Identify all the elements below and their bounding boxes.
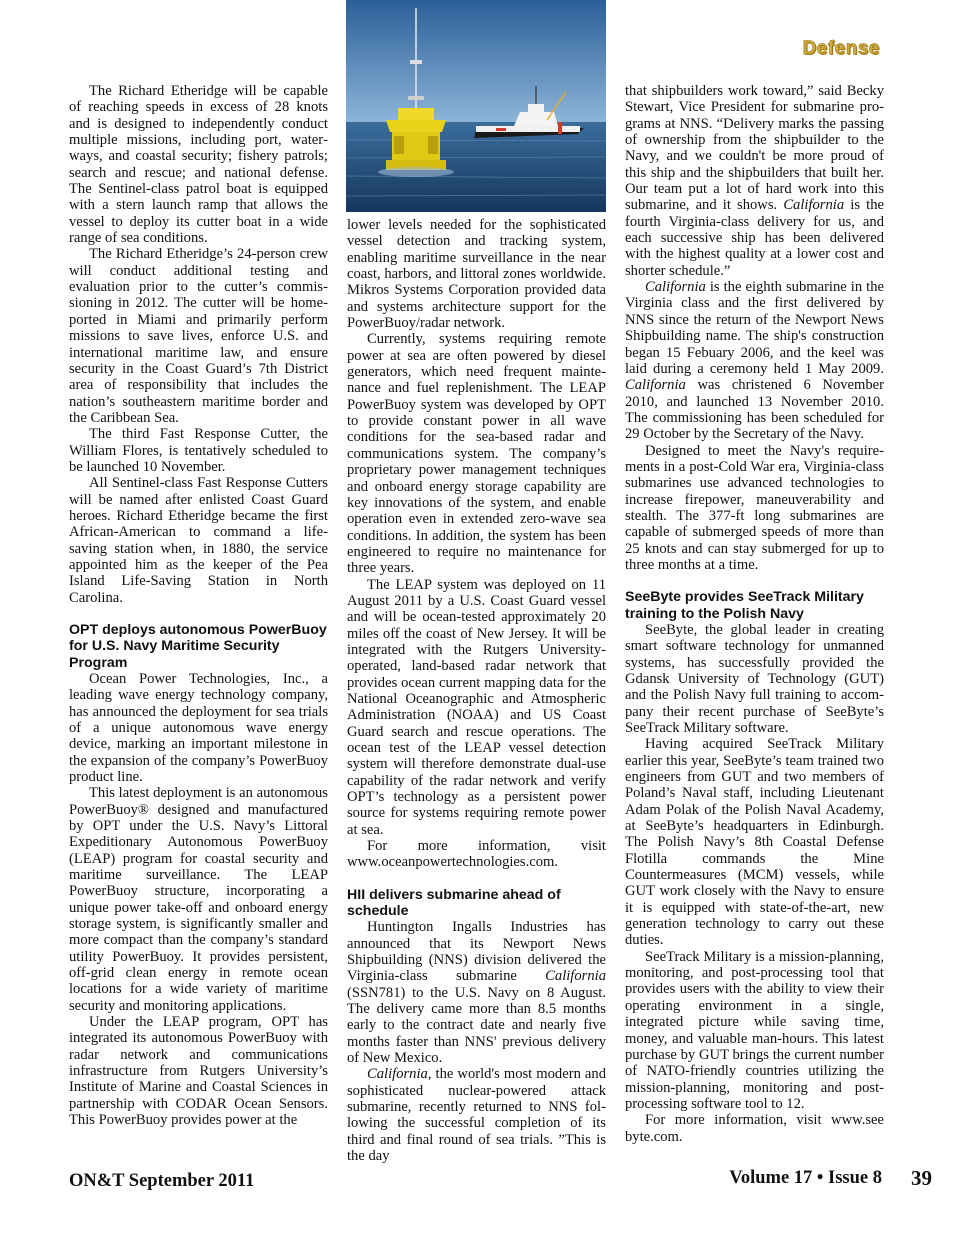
paragraph: All Sentinel-class Fast Response Cutters will be named after enlisted Coast Guard heroes. Richard Etheridge became the first African-American to command a life-saving station when, in 1880, the service appointed him as the keeper of the Pea Island Life-Saving Station in North Carolina. [69,475,328,606]
article-heading-seebyte: SeeByte provides SeeTrack Military training to the Polish Navy [625,589,864,622]
paragraph: The Richard Etheridge’s 24-person crew will conduct additional testing and evaluation prior to the cutter’s commissioning in 2012. The cutter will be homeported in Miami and primarily perform missions to save lives, enforce U.S. and international maritime law, and ensure security in the Coast Guard’s 7th District area of responsibility that includes the nation’s southeastern maritime border and the Caribbean Sea. [69,246,328,426]
ship-name: California [625,377,686,394]
text: is the fourth Virginia-class delivery for us, and each successive ship has been delivered with the highest quality at a lower cost and shorter schedule.” [625,197,884,279]
column-1 [69,83,328,1129]
article-photo [346,0,606,212]
text: , the world's most modern and sophisticated nuclear-powered attack submarine, recently returned to NNS following the successful completion of its third and final round of sea trials. ”This is the day [347,1066,606,1165]
paragraph: SeeTrack Military is a mission-planning, monitoring, and post-processing tool that provides users with the ability to view their operating environment in a single, integrated picture while saving time, money, and valuable man-hours. This latest purchase by GUT brings the current number of NATO-friendly countries utilizing the mission-planning, monitoring and post-processing software tool to 12. [625,948,884,1112]
paragraph: The third Fast Response Cutter, the William Flores, is tentatively scheduled to be launched 10 November. [69,426,328,475]
paragraph: lower levels needed for the sophisticated vessel detection and tracking system, enabling maritime surveillance in the near coast, harbors, and littoral zones worldwide. Mikros Systems Corporation provided data and systems architecture support for the PowerBuoy/radar network. [347,217,606,332]
text: that shipbuilders work toward,” said Becky Stewart, Vice President for submarine programs at NNS. “Delivery marks the passing of ownership from the shipbuilder to the Navy, and we couldn't be more proud of this ship and the shipbuilders that built her. Our team put a lot of hard work into this submarine, and it shows. [625,83,884,214]
section-tag: Defense [802,38,880,59]
paragraph: The Richard Etheridge will be capable of reaching speeds in excess of 28 knots and is designed to independently conduct multiple missions, including port, waterways, and coastal security; fishery patrols; search and rescue; and national defense. The Sentinel-class patrol boat is equipped with a stern launch ramp that allows the vessel to deploy its cutter boat in a wide range of sea conditions. [69,83,328,247]
footer-volume-issue: Volume 17 • Issue 8 [729,1168,882,1188]
paragraph: Designed to meet the Navy's requirements in a post-Cold War era, Virginia-class submarines use advanced technologies to increase firepower, maneuverability and stealth. The 377-ft long submarines are capable of submerged speeds of more than 25 knots and can stay submerged for up to three months at a time. [625,442,884,573]
paragraph: Currently, systems requiring remote power at sea are often powered by diesel generators, which need frequent maintenance and fuel replenishment. The LEAP PowerBuoy system was developed by OPT to provide constant power in all wave conditions for the sea-based radar and communications system. The company’s proprietary power management techniques and onboard energy storage capability are key innovations of the system, and enable operation even in extended zero-wave sea conditions. In addition, the system has been engineered to require no maintenance for three years. [347,331,606,577]
text: Huntington Ingalls Industries has announced that its Newport News Shipbuilding (NNS) division delivered the Virginia-class submarine [347,919,606,985]
paragraph [347,1066,606,1164]
paragraph: For more information, visit www.oceanpowertechnologies.com. [347,838,606,871]
paragraph [625,83,884,279]
page-number: 39 [911,1166,932,1190]
paragraph: Having acquired SeeTrack Military earlier this year, SeeByte’s team trained two engineers from GUT and two members of Poland’s Naval staff, including Lieutenant Adam Polak of the Polish Naval Academy, at SeeByte’s headquarters in Edinburgh. The Polish Navy’s 8th Coastal Defense Flotilla commands the Mine Countermeasures (MCM) vessels, while GUT work closely with the Navy to ensure it is equipped with state-of-the-art, new generation technology to carry out these duties. [625,736,884,949]
column-2 [347,217,606,1165]
paragraph: Ocean Power Technologies, Inc., a leading wave energy technology company, has announced the deployment for sea trials of a unique autonomous wave energy device, marking an important milestone in the expansion of the company’s PowerBuoy product line. [69,670,328,785]
paragraph: Under the LEAP program, OPT has integrated its autonomous PowerBuoy with radar network and communications infrastructure from Rutgers University’s Institute of Marine and Coastal Sciences in partnership with CODAR Ocean Sensors. This PowerBuoy provides power at the [69,1014,328,1129]
article-heading-hii: HII delivers submarine ahead of schedule [347,886,561,920]
paragraph [347,919,606,1066]
sky [346,0,606,124]
article-heading-opt: OPT deploys autonomous PowerBuoy for U.S. Navy Maritime Security Program [69,622,327,671]
text: (SSN781) to the U.S. Navy on 8 August. The delivery came more than 8.5 months early to the contract date and nearly five months faster than NNS' previous delivery of New Mexico. [347,984,606,1067]
text: was christened 6 November 2010, and launched 13 November 2010. The commissioning has been scheduled for 29 October by the Secretary of the Navy. [625,377,884,443]
column-3 [625,83,884,1145]
paragraph: This latest deployment is an autonomous PowerBuoy® designed and manufactured by OPT under the U.S. Navy’s Littoral Expeditionary Autonomous PowerBuoy (LEAP) program for coastal security and maritime surveillance. The LEAP PowerBuoy structure, incorporating a unique power take-off and onboard energy storage system, is significantly smaller and more compact than the company’s standard utility PowerBuoy. It provides persistent, off-grid clean energy in remote ocean locations for a wide variety of maritime security and monitoring applications. [69,785,328,1014]
ship-name: California [545,968,606,985]
ship-name: California [783,197,845,214]
paragraph [625,279,884,442]
text: is the eighth submarine in the Virginia class and the first delivered by NNS since the return of the Newport News Shipbuilding name. The ship's construction began 15 Febuary 2006, and the keel was laid during a ceremony held 1 May 2009. [625,279,884,377]
ship-name: California [367,1066,428,1083]
paragraph: SeeByte, the global leader in creating smart software technology for unmanned systems, has successfully provided the Gdansk University of Technology (GUT) and the Polish Navy full training to accompany their recent purchase of SeeByte’s SeeTrack Military software. [625,621,884,736]
paragraph: The LEAP system was deployed on 11 August 2011 by a U.S. Coast Guard vessel and will be ocean-tested approximately 20 miles off the coast of New Jersey. It will be integrated with the Rutgers University-operated, land-based radar network that provides ocean current mapping data for the National Oceanographic and Atmospheric Administration (NOAA) and US Coast Guard search and rescue operations. The ocean test of the LEAP vessel detection system will therefore demonstrate dual-use capability of the radar network and verify OPT’s technology as a persistent power source for systems requiring remote power at sea. [347,576,606,838]
paragraph: For more information, visit www.see byte.com. [625,1112,884,1145]
footer-publication: ON&T September 2011 [69,1171,255,1191]
ship-name: California [645,279,706,296]
